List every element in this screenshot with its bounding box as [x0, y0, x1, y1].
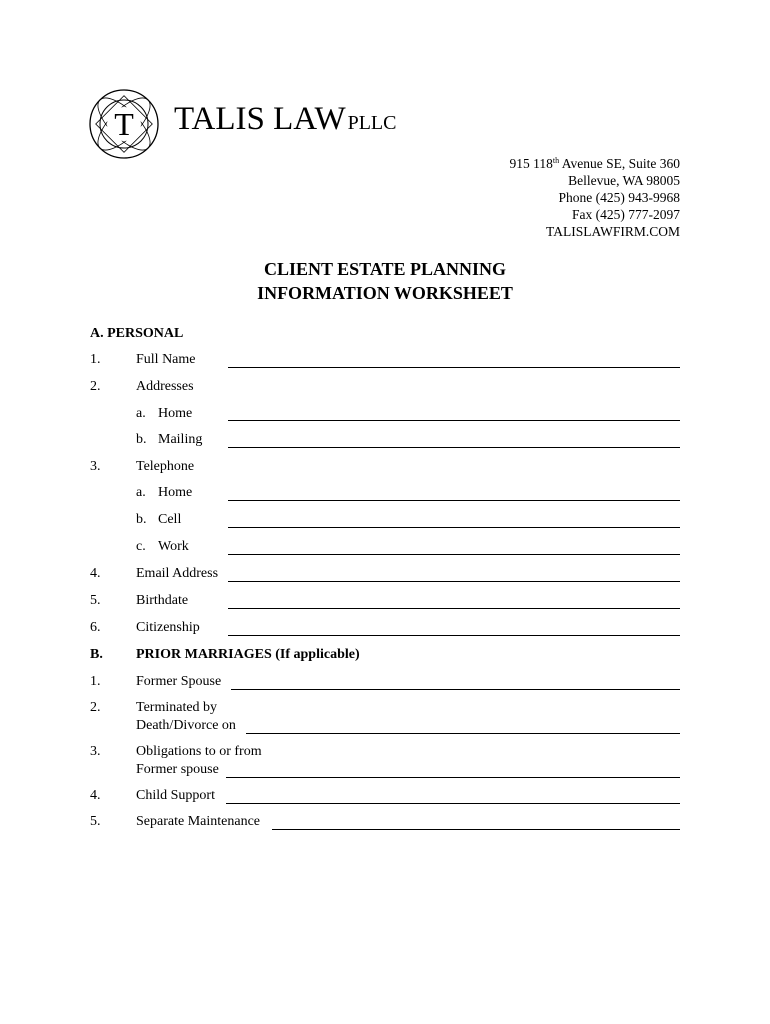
firm-brand [174, 103, 397, 136]
cell-phone-field[interactable] [228, 527, 680, 528]
document-title: CLIENT ESTATE PLANNING INFORMATION WORKSHEET [257, 259, 513, 303]
full-name-field[interactable] [228, 367, 680, 368]
full-name-label: Full Name [136, 352, 196, 367]
termination-date-field[interactable] [246, 733, 680, 734]
separate-maintenance-label: Separate Maintenance [136, 814, 260, 829]
home-phone-label: a. Home [136, 485, 193, 500]
citizenship-label: Citizenship [136, 620, 200, 635]
section-b-heading: PRIOR MARRIAGES (If applicable) [136, 647, 360, 662]
item-number: 4. [90, 566, 101, 581]
phone-number: Phone (425) 943-9968 [558, 190, 680, 205]
city-state-zip: Bellevue, WA 98005 [568, 173, 680, 188]
section-a-heading: A. PERSONAL [90, 326, 184, 341]
item-number: 5. [90, 593, 101, 608]
child-support-field[interactable] [226, 803, 680, 804]
item-number: 5. [90, 814, 101, 829]
firm-website[interactable]: TALISLAWFIRM.COM [546, 224, 680, 239]
firm-name: TALIS LAW [174, 101, 346, 137]
terminated-by-label: Terminated by [136, 700, 218, 715]
home-address-label: a. Home [136, 406, 193, 421]
mailing-address-field[interactable] [228, 447, 680, 448]
former-spouse-field[interactable] [231, 689, 680, 690]
item-number: 1. [90, 352, 101, 367]
street-address: 915 118th Avenue SE, Suite 360 [509, 156, 680, 171]
item-number: 3. [90, 459, 101, 474]
former-spouse-obligations-label: Former spouse [136, 762, 219, 777]
logo-letter: T [114, 106, 134, 142]
item-number: 4. [90, 788, 101, 803]
fax-number: Fax (425) 777-2097 [572, 207, 680, 222]
death-divorce-label: Death/Divorce on [136, 718, 236, 733]
former-spouse-label: Former Spouse [136, 674, 222, 689]
home-phone-field[interactable] [228, 500, 680, 501]
child-support-label: Child Support [136, 788, 215, 803]
birthdate-label: Birthdate [136, 593, 189, 608]
email-address-label: Email Address [136, 566, 219, 581]
work-phone-label: c. Work [136, 539, 189, 554]
citizenship-field[interactable] [228, 635, 680, 636]
item-number: 2. [90, 700, 101, 715]
birthdate-field[interactable] [228, 608, 680, 609]
separate-maintenance-field[interactable] [272, 829, 680, 830]
obligations-label: Obligations to or from [136, 744, 262, 759]
home-address-field[interactable] [228, 420, 680, 421]
item-number: 1. [90, 674, 101, 689]
addresses-label: Addresses [136, 379, 194, 394]
firm-address-block [510, 155, 680, 240]
email-address-field[interactable] [228, 581, 680, 582]
cell-phone-label: b. Cell [136, 512, 182, 527]
item-number: 6. [90, 620, 101, 635]
firm-suffix: PLLC [347, 112, 397, 134]
item-number: 3. [90, 744, 101, 759]
telephone-label: Telephone [136, 459, 195, 474]
work-phone-field[interactable] [228, 554, 680, 555]
section-b-number: B. [90, 647, 103, 662]
obligations-field[interactable] [226, 777, 680, 778]
mailing-address-label: b. Mailing [136, 432, 203, 447]
item-number: 2. [90, 379, 101, 394]
talis-law-logo [88, 88, 160, 160]
